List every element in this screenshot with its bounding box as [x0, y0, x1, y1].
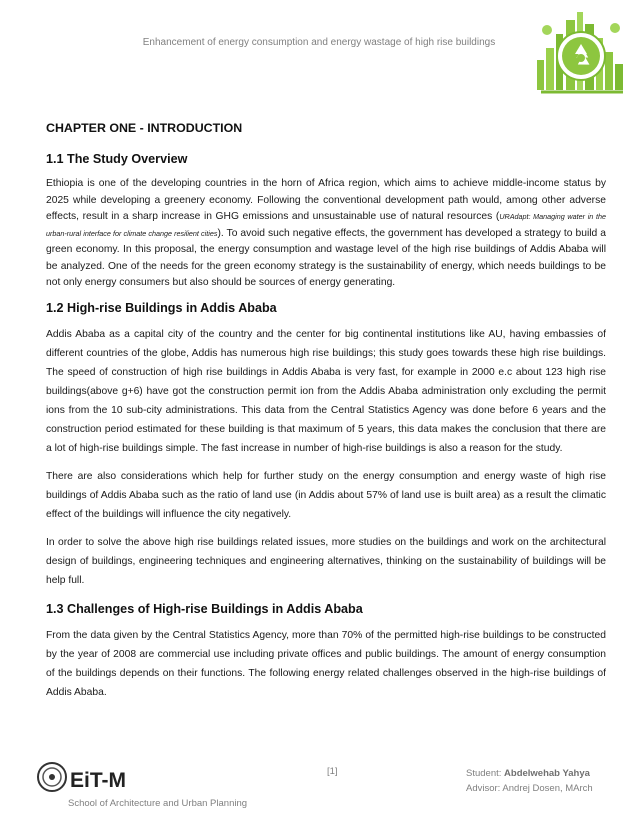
- section-heading-1-3: 1.3 Challenges of High-rise Buildings in Addis Ababa: [46, 601, 363, 616]
- section-heading-1-2: 1.2 High-rise Buildings in Addis Ababa: [46, 300, 277, 315]
- section-heading-1-1: 1.1 The Study Overview: [46, 152, 188, 166]
- paragraph-high-rise-1: Addis Ababa as a capital city of the country and the center for big continental institutions like AU, having embassies of different countries of the globe, Addis has numerous high rise buildings; this study goes towards these high rise buildings. The speed of construction of high rise buildings in Addis Ababa is very fast, for example in 2000 e.c about 123 high rise buildings(above g+6) have got the construction permit ion from the Addis Ababa administration only excluding the permit ions from the 10 sub-city administrations. This data from the Central Statistics Agency was done before 6 years and the construction period estimated for these building is that maximum of 5 years, this data makes the conclusion that there are a lot of high-rise buildings simple. The fast increase in number of high-rise buildings is also a reason for the study.: [46, 328, 606, 454]
- student-advisor-block: Student: Abdelwehab Yahya Advisor: Andrej Dosen, MArch: [466, 768, 593, 794]
- eitm-logo-text: EiT-M: [70, 769, 126, 792]
- page-number: [1]: [327, 766, 338, 777]
- student-name: Abdelwehab Yahya: [504, 768, 590, 779]
- advisor: Advisor: Andrej Dosen, MArch: [466, 783, 593, 794]
- school-name: School of Architecture and Urban Planning: [68, 798, 248, 809]
- paragraph-study-overview: Ethiopia is one of the developing countries in the horn of Africa region, which aims to achieve middle-income status by 2025 while developing a greenery economy. Following the conventional development path would, among other adverse effects, result in a sharp increase in GHG emissions and unsustainable use of natural resources (URAdapt: Managing water in the urban-rural interface for climate change resilient cities). To avoid such negative effects, the government has developed a strategy to build a green economy. In this proposal, the energy consumption and wastage level of the high rise buildings of Addis Ababa will be analyzed. One of the needs for the green economy strategy is the sustainability of energy, which needs buildings to be not only energy consumers but also should be sources of energy generating.: [46, 178, 606, 288]
- citation: URAdapt: Managing water in the urban-rural interface for climate change resilient cities: [46, 212, 606, 238]
- green-city-recycle-logo: [535, 8, 627, 100]
- paragraph-high-rise-3: In order to solve the above high rise buildings related issues, more studies on the buildings and work on the architectural design of buildings, engineering techniques and engineering alternatives, thinking on the sustainability of buildings will be help full.: [46, 536, 606, 586]
- paragraph-challenges: From the data given by the Central Statistics Agency, more than 70% of the permitted high-rise buildings to be constructed by the year of 2008 are commercial use including private offices and public buildings. The amount of energy consumption of the buildings depends on their functions. The following energy related challenges observed in the high-rise buildings of Addis Ababa.: [46, 629, 606, 698]
- paragraph-high-rise-2: There are also considerations which help for further study on the energy consumption and energy waste of high rise buildings of Addis Ababa such as the ratio of land use (in Addis about 57% of land use is built area) as a result the climatic effect of the buildings will influence the city negatively.: [46, 470, 606, 520]
- eitm-logo: [36, 760, 146, 801]
- chapter-title: CHAPTER ONE - INTRODUCTION: [46, 121, 243, 135]
- running-header: Enhancement of energy consumption and energy wastage of high rise buildings: [142, 37, 496, 48]
